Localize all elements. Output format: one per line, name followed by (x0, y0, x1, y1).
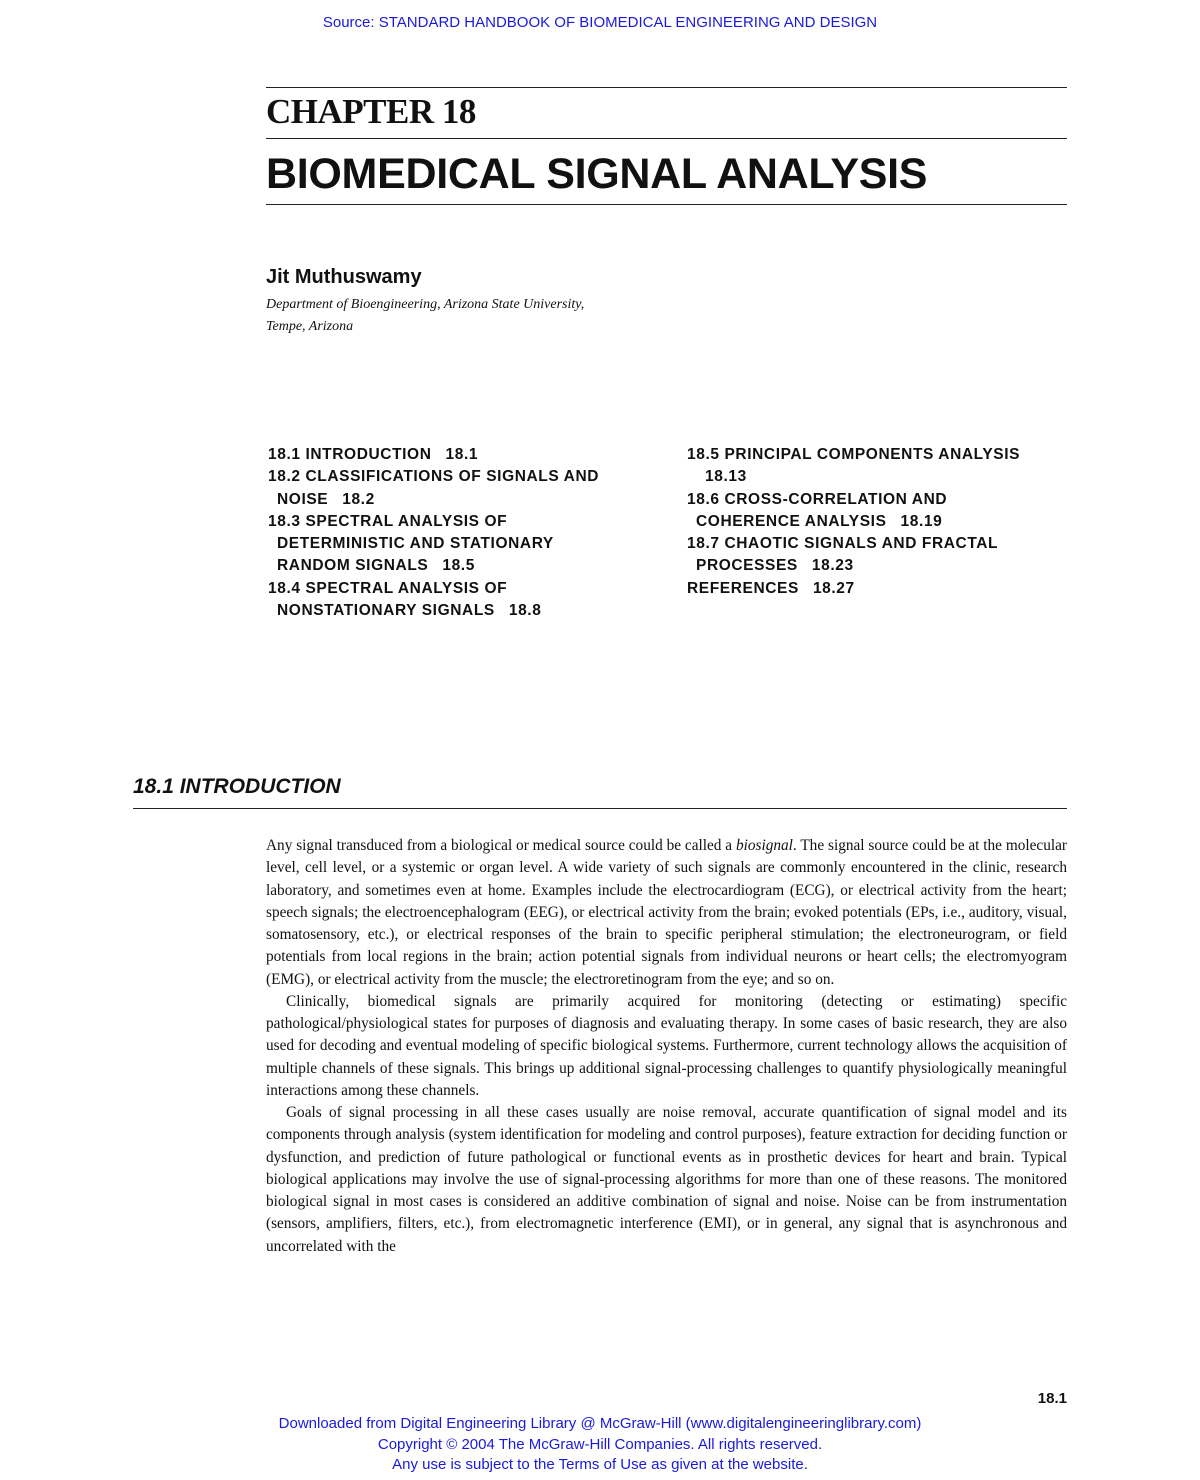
source-line: Source: STANDARD HANDBOOK OF BIOMEDICAL ENGINEERING AND DESIGN (322, 14, 878, 31)
toc-page: 18.5 (442, 557, 475, 575)
author-location: Tempe, Arizona (266, 319, 354, 334)
toc-page: 18.23 (811, 557, 854, 575)
toc-page: 18.8 (508, 602, 542, 620)
toc-right-column (687, 444, 1087, 600)
footer-terms-link[interactable]: Any use is subject to the Terms of Use as given at the website. (392, 1456, 808, 1473)
body-text (266, 835, 1067, 1258)
toc-page: 18.19 (900, 512, 943, 530)
footer-download-link[interactable]: Downloaded from Digital Engineering Library @ McGraw-Hill (www.digitalengineeringlibrary.com) (278, 1415, 922, 1432)
paragraph: Clinically, biomedical signals are primarily acquired for monitoring (detecting or estimating) specific pathological/physiological states for purposes of diagnosis and evaluating therapy. In some cases of basic research, they are also used for decoding and eventual modeling of specific biological systems. Furthermore, current technology allows the acquisition of multiple channels of these signals. This brings up additional signal-processing challenges to quantify physiologically meaningful interactions among these channels. (266, 992, 1067, 1099)
section-heading: 18.1 INTRODUCTION (133, 775, 341, 798)
toc-entry[interactable]: 18.6 CROSS-CORRELATION AND COHERENCE ANALYSIS 18.19 (687, 490, 948, 530)
paragraph: Goals of signal processing in all these cases usually are noise removal, accurate quantification of signal model and its components through analysis (system identification for modeling and control purposes), feature extraction for deciding function or dysfunction, and prediction of future pathological or functional events as in prosthetic devices for heart and brain. Typical biological applications may involve the use of signal-processing algorithms for more than one of these reasons. The monitored biological signal in most cases is considered an additive combination of signal and noise. Noise can be from instrumentation (sensors, amplifiers, filters, etc.), from electromagnetic interference (EMI), or in general, any signal that is asynchronous and uncorrelated with the (266, 1104, 1067, 1255)
chapter-label: CHAPTER 18 (266, 92, 476, 131)
toc-entry[interactable]: 18.7 CHAOTIC SIGNALS AND FRACTAL PROCESSES 18.23 (687, 535, 999, 575)
chapter-mid-rule (266, 138, 1067, 139)
toc-entry[interactable]: 18.4 SPECTRAL ANALYSIS OF NONSTATIONARY SIGNALS 18.8 (268, 579, 542, 620)
chapter-title: BIOMEDICAL SIGNAL ANALYSIS (266, 150, 928, 198)
section-rule (133, 808, 1067, 809)
toc-entry[interactable]: 18.5 PRINCIPAL COMPONENTS ANALYSIS 18.13 (687, 444, 1087, 489)
toc-page: 18.1 (445, 446, 479, 463)
toc-left-column (268, 444, 668, 622)
chapter-top-rule (266, 87, 1067, 88)
footer (0, 1414, 1200, 1476)
chapter-bottom-rule (266, 204, 1067, 205)
footer-copyright: Copyright © 2004 The McGraw-Hill Companies. All rights reserved. (377, 1435, 823, 1453)
paragraph: Any signal transduced from a biological or medical source could be called a biosignal. The signal source could be at the molecular level, cell level, or a systemic or organ level. A wide variety of such signals are commonly encountered in the clinic, research laboratory, and sometimes even at home. Examples include the electrocardiogram (ECG), or electrical activity from the heart; speech signals; the electroencephalogram (EEG), or electrical activity from the brain; evoked potentials (EPs, i.e., auditory, visual, somatosensory, etc.), or electrical responses of the brain to specific peripheral stimulation; the electroneurogram, or field potentials from local regions in the brain; action potential signals from individual neurons or heart cells; the electromyogram (EMG), or electrical activity from the muscle; the electroretinogram from the eye; and so on. (266, 837, 1067, 988)
toc-page: 18.2 (342, 490, 375, 508)
author-affiliation: Department of Bioengineering, Arizona State University, (266, 297, 585, 312)
page-number: 18.1 (1037, 1390, 1067, 1407)
toc-entry[interactable]: 18.1 INTRODUCTION 18.1 (268, 446, 479, 463)
toc-page: 18.27 (812, 579, 855, 597)
toc-entry[interactable]: REFERENCES 18.27 (687, 579, 855, 597)
author-name: Jit Muthuswamy (266, 266, 422, 288)
emphasis: biosignal (735, 837, 793, 854)
toc-entry[interactable]: 18.3 SPECTRAL ANALYSIS OF DETERMINISTIC AND STATIONARY RANDOM SIGNALS 18.5 (268, 512, 554, 575)
toc-page: 18.13 (705, 468, 747, 486)
toc-entry[interactable]: 18.2 CLASSIFICATIONS OF SIGNALS AND NOISE 18.2 (268, 468, 600, 508)
